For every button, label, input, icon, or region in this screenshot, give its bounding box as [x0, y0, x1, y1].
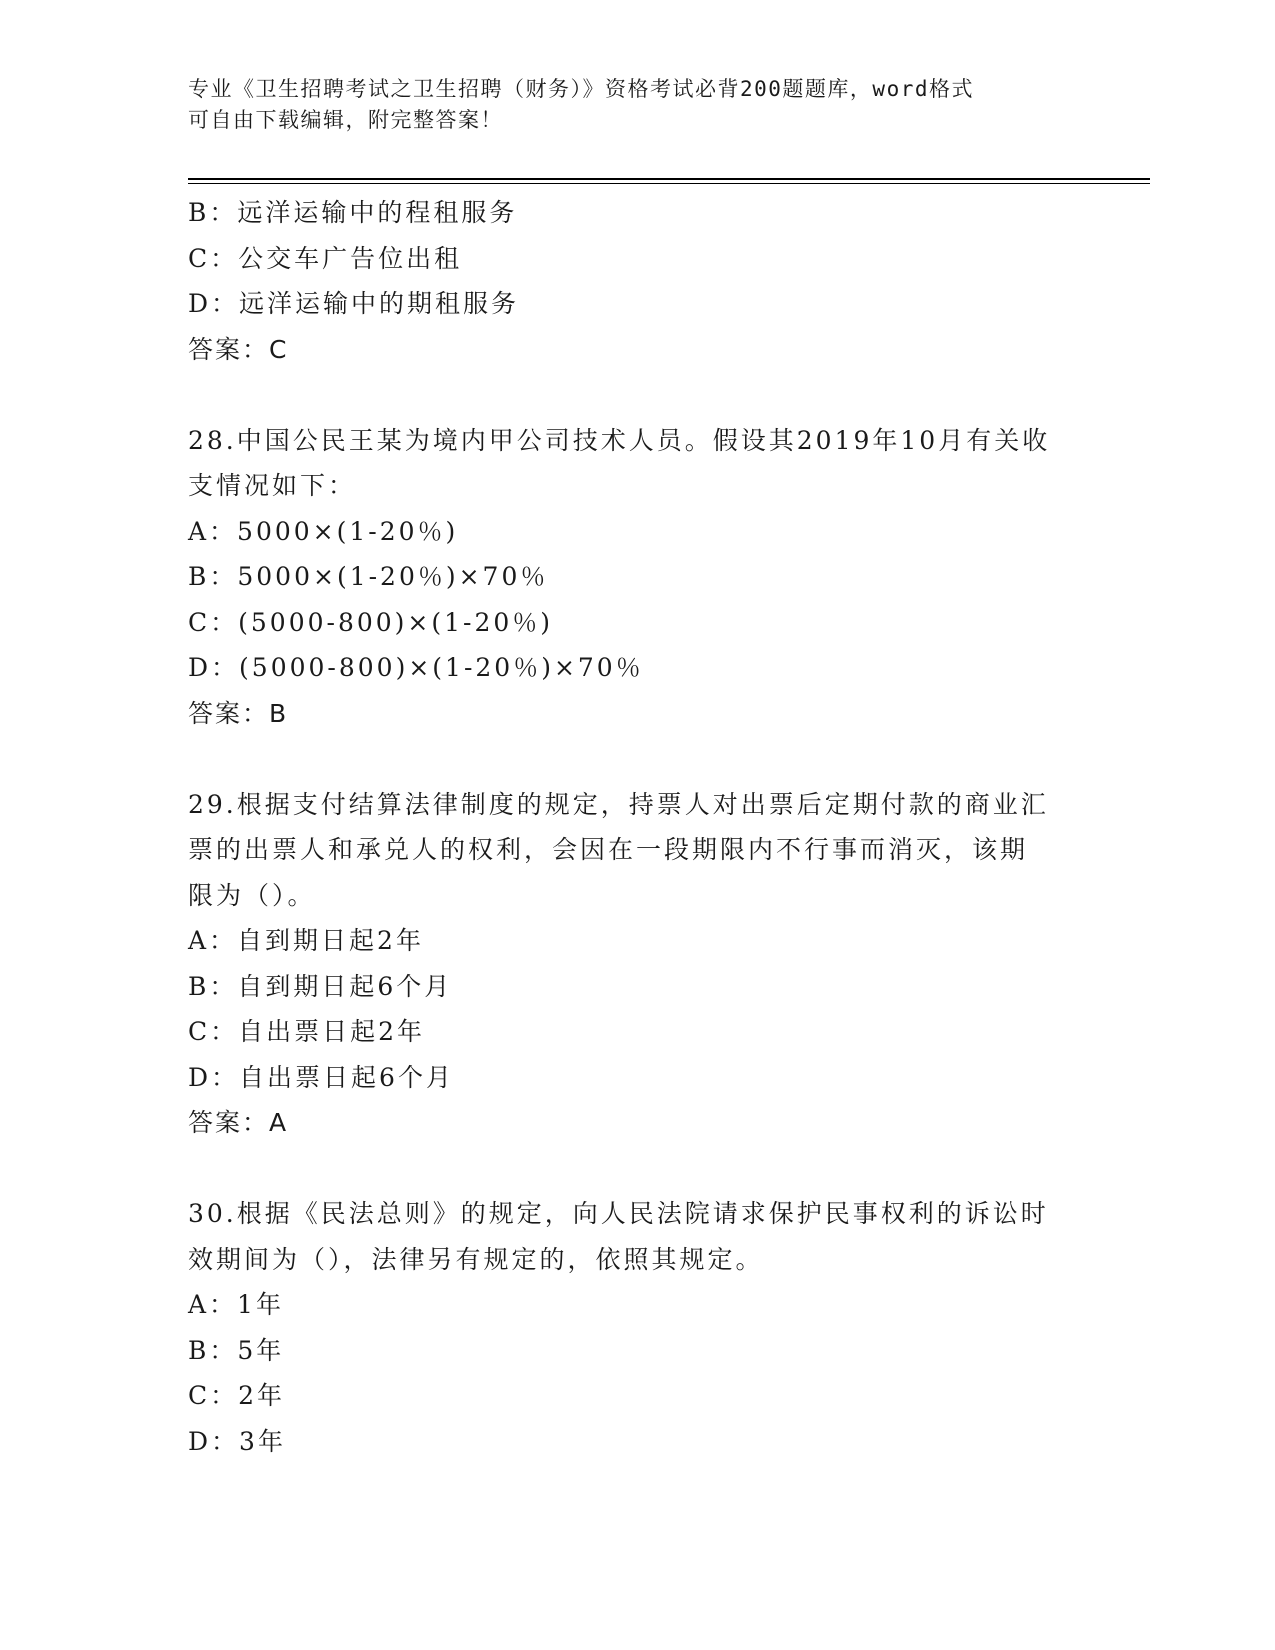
option-a: A：5000×(1-20％): [188, 516, 459, 546]
option-b: B：远洋运输中的程租服务: [188, 198, 518, 227]
option-b: B：5000×(1-20％)×70％: [188, 562, 549, 591]
option-b: B：自到期日起6个月: [188, 971, 453, 1001]
option-b: B：5年: [188, 1335, 285, 1365]
option-c: C：自出票日起2年: [188, 1017, 426, 1046]
question-28: [188, 418, 1088, 737]
question-stem: 效期间为（），法律另有规定的，依照其规定。: [188, 1244, 764, 1274]
option-c: C：2年: [188, 1381, 286, 1410]
question-stem: 30.根据《民法总则》的规定，向人民法院请求保护民事权利的诉讼时: [188, 1199, 1049, 1228]
answer-text: 答案：B: [188, 698, 289, 728]
answer-text: 答案：A: [188, 1108, 289, 1137]
option-d: D：3年: [188, 1426, 286, 1456]
question-stem: 29.根据支付结算法律制度的规定，持票人对出票后定期付款的商业汇: [188, 789, 1049, 819]
header-divider-thin: [188, 183, 1150, 184]
question-29: [188, 782, 1088, 1146]
option-d: D：远洋运输中的期租服务: [188, 289, 520, 318]
option-a: A：自到期日起2年: [188, 926, 424, 955]
option-d: D：自出票日起6个月: [188, 1062, 454, 1092]
question-stem: 28.中国公民王某为境内甲公司技术人员。假设其2019年10月有关收: [188, 425, 1051, 455]
option-d: D：(5000-800)×(1-20％)×70％: [188, 653, 644, 682]
document-header: [188, 74, 1068, 136]
header-line-1: 专业《卫生招聘考试之卫生招聘（财务）》资格考试必背200题题库，word格式: [188, 77, 974, 101]
option-a: A：1年: [188, 1290, 284, 1319]
question-list: [188, 190, 1088, 1464]
header-line-2: 可自由下载编辑，附完整答案！: [188, 108, 503, 132]
option-c: C：公交车广告位出租: [188, 243, 463, 273]
question-27-tail: [188, 190, 1088, 372]
question-stem: 支情况如下：: [188, 471, 357, 500]
question-stem: 票的出票人和承兑人的权利，会因在一段期限内不行事而消灭，该期: [188, 835, 1029, 864]
header-divider-thick: [188, 178, 1150, 180]
answer-text: 答案：C: [188, 334, 289, 364]
question-stem: 限为（）。: [188, 880, 316, 910]
question-30: [188, 1191, 1088, 1464]
option-c: C：(5000-800)×(1-20％): [188, 607, 554, 637]
